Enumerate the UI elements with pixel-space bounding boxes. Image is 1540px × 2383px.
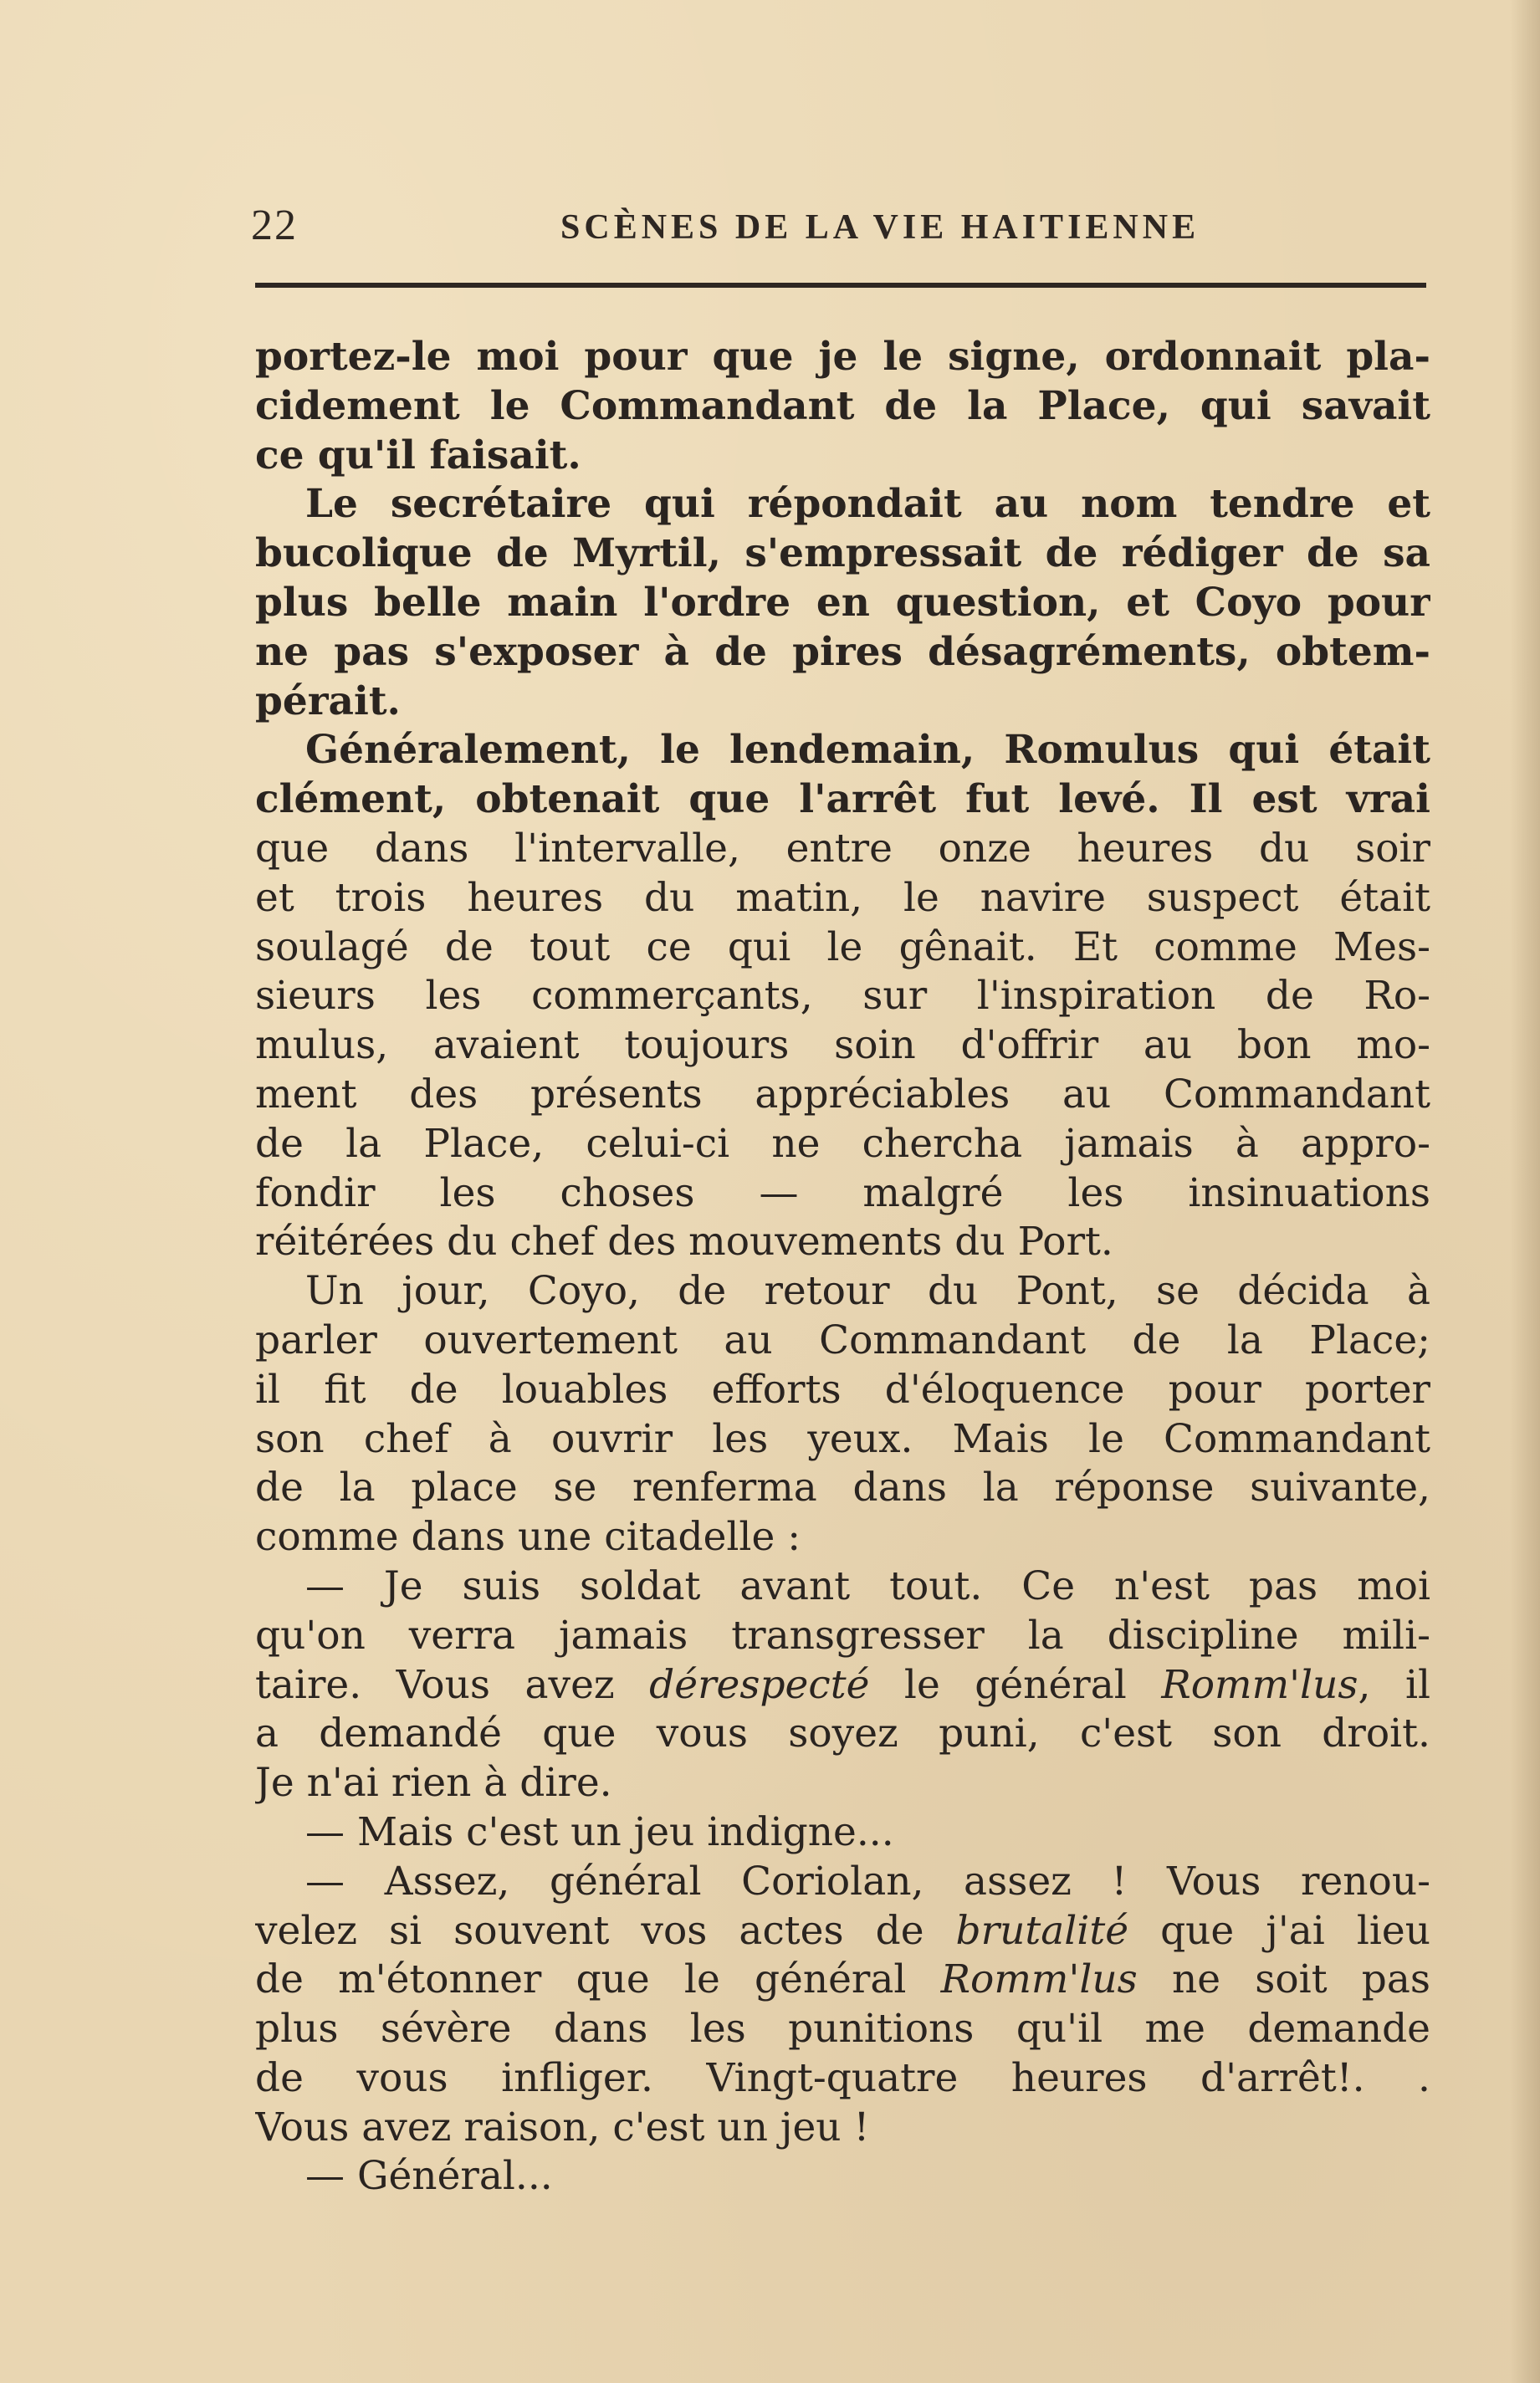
running-title: SCÈNES DE LA VIE HAITIENNE	[560, 208, 1200, 247]
text-line: réitérées du chef des mouvements du Port.	[255, 1219, 1113, 1266]
text-line: portez-le moi pour que je le signe, ordonnait pla-	[255, 334, 1430, 380]
text-line: parler ouvertement au Commandant de la Place;	[255, 1317, 1430, 1363]
text-line: pérait.	[255, 678, 401, 724]
text-line: il fit de louables efforts d'éloquence pour porter	[255, 1366, 1430, 1413]
body-text	[255, 333, 1430, 2201]
text-line: son chef à ouvrir les yeux. Mais le Commandant	[255, 1415, 1430, 1462]
text-line: comme dans une citadelle :	[255, 1514, 801, 1561]
text-line: a demandé que vous soyez puni, c'est son droit.	[255, 1711, 1430, 1757]
text-segment: , il	[1358, 1661, 1430, 1708]
text-line: Généralement, le lendemain, Romulus qui était	[305, 727, 1430, 774]
text-line	[255, 1661, 1430, 1711]
text-line: ment des présents appréciables au Commandant	[255, 1071, 1430, 1117]
text-line: bucolique de Myrtil, s'empressait de rédiger de sa	[255, 530, 1430, 577]
text-line: ne pas s'exposer à de pires désagréments, obtem-	[255, 628, 1430, 675]
text-segment: de m'étonner que le général	[255, 1956, 941, 2003]
text-segment: velez si souvent vos actes de	[255, 1907, 956, 1954]
binding-shadow	[1510, 0, 1540, 2383]
italic-word: dérespecté	[649, 1661, 870, 1708]
text-line	[255, 1956, 1430, 2005]
text-line: de vous infliger. Vingt-quatre heures d'arrêt!. .	[255, 2054, 1430, 2101]
text-line: de la Place, celui-ci ne chercha jamais à appro-	[255, 1120, 1430, 1167]
italic-word: brutalité	[955, 1907, 1129, 1954]
italic-word: Romm'lus	[1161, 1661, 1358, 1708]
text-line: mulus, avaient toujours soin d'offrir au bon mo-	[255, 1022, 1430, 1069]
text-line: plus sévère dans les punitions qu'il me demande	[255, 2006, 1430, 2053]
text-line: sieurs les commerçants, sur l'inspiration de Ro-	[255, 973, 1430, 1020]
text-line: soulagé de tout ce qui le gênait. Et comme Mes-	[255, 923, 1430, 970]
header-rule	[255, 283, 1426, 288]
text-line: que dans l'intervalle, entre onze heures du soir	[255, 825, 1430, 872]
text-segment: ne soit pas	[1137, 1956, 1430, 2003]
text-line: — Mais c'est un jeu indigne...	[305, 1808, 894, 1855]
text-line: ce qu'il faisait.	[255, 432, 581, 478]
text-segment: que j'ai lieu	[1128, 1907, 1430, 1954]
text-line: Je n'ai rien à dire.	[255, 1760, 612, 1807]
text-line: qu'on verra jamais transgresser la discipline mili-	[255, 1612, 1430, 1659]
text-line: et trois heures du matin, le navire suspect était	[255, 874, 1430, 921]
text-line: — Je suis soldat avant tout. Ce n'est pas moi	[305, 1562, 1430, 1609]
running-head	[251, 201, 1430, 259]
text-segment: le général	[869, 1661, 1162, 1708]
text-line: de la place se renferma dans la réponse suivante,	[255, 1465, 1430, 1511]
text-line: cidement le Commandant de la Place, qui savait	[255, 382, 1430, 429]
text-segment: taire. Vous avez	[255, 1661, 650, 1708]
text-line: — Assez, général Coriolan, assez ! Vous renou-	[305, 1858, 1430, 1905]
text-line	[255, 1907, 1430, 1956]
text-line: Un jour, Coyo, de retour du Pont, se décida à	[305, 1268, 1430, 1315]
text-line: Vous avez raison, c'est un jeu !	[255, 2104, 870, 2150]
text-line: — Général...	[305, 2153, 553, 2200]
text-line: clément, obtenait que l'arrêt fut levé. Il est vrai	[255, 776, 1430, 823]
page-number: 22	[251, 202, 298, 249]
text-line: Le secrétaire qui répondait au nom tendre et	[305, 481, 1430, 528]
text-line: plus belle main l'ordre en question, et Coyo pour	[255, 579, 1430, 626]
text-line: fondir les choses — malgré les insinuations	[255, 1169, 1430, 1216]
italic-word: Romm'lus	[940, 1956, 1138, 2003]
